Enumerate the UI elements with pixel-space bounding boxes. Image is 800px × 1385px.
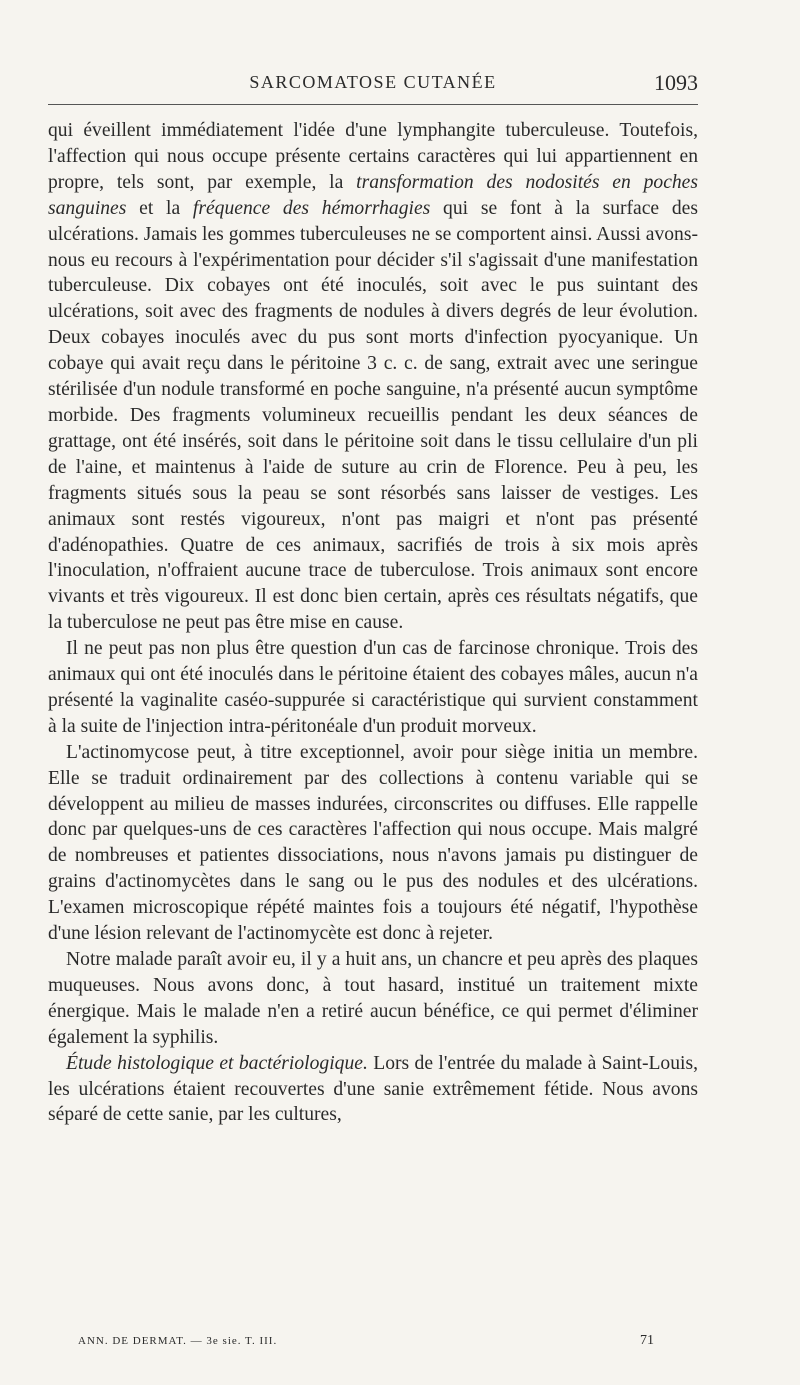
page-number: 1093 [654, 70, 698, 95]
text-run: L'actinomycose peut, à titre exceptionnel, avoir pour siège initia un membre. Elle se traduit ordinairement par des collections à contenu variable qui se développent au milieu de masses indurées, circonscrites ou diffuses. Elle rappelle donc par quelques-uns de ces caractères l'affection qui nous occupe. Mais malgré de nombreuses et patientes dissociations, nous n'avons jamais pu distinguer de grains d'actinomycètes dans le sang ou le pus des nodules et des ulcérations. L'examen microscopique répété maintes fois a toujours été négatif, l'hypothèse d'une lésion relevant de l'actinomycète est donc à rejeter. [48, 741, 698, 945]
paragraph [48, 118, 698, 636]
running-title: SARCOMATOSE CUTANÉE [249, 72, 497, 92]
text-run: Lors de l'entrée du malade à Saint-Louis, les ulcérations étaient recouvertes d'une sanie extrêmement fétide. Nous avons séparé de cette sanie, par les cultures, [48, 1052, 698, 1126]
running-header [48, 72, 698, 102]
italic-phrase: transformation des nodosités en poches sanguines [48, 171, 699, 219]
text-run: et la [126, 197, 193, 219]
signature-mark: 71 [640, 1333, 654, 1348]
body-text [48, 118, 698, 1128]
text-run: qui éveillent immédiatement l'idée d'une lymphangite tuberculeuse. Toutefois, l'affection qui nous occupe présente certains caractères qui lui appartiennent en propre, tels sont, par exemple, la [48, 120, 698, 193]
page-footer [78, 1335, 658, 1355]
text-run: Notre malade paraît avoir eu, il y a huit ans, un chancre et peu après des plaques muqueuses. Nous avons donc, à tout hasard, institué un traitement mixte énergique. Mais le malade n'en a retiré aucun bénéfice, ce qui permet d'éliminer également la syphilis. [48, 949, 698, 1048]
text-run: Il ne peut pas non plus être question d'un cas de farcinose chronique. Trois des animaux qui ont été inoculés dans le péritoine étaient des cobayes mâles, aucun n'a présenté la vaginalite caséo-suppurée si caractéristique qui survient constamment à la suite de l'injection intra-péritonéale d'un produit morveux. [48, 638, 698, 737]
paragraph [48, 636, 698, 740]
italic-phrase: fréquence des hémorrhagies [192, 197, 431, 219]
journal-reference: ANN. DE DERMAT. — 3e sie. T. III. [78, 1335, 278, 1347]
text-run: qui se font à la surface des ulcérations. Jamais les gommes tuberculeuses ne se comportent ainsi. Aussi avons-nous eu recours à l'expérimentation pour décider s'il s'agissait d'une manifestation tuberculeuse. Dix cobayes ont été inoculés, soit avec le pus suintant des ulcérations, soit avec des fragments de nodules à divers degrés de leur évolution. Deux cobayes inoculés avec du pus sont morts d'infection pyocyanique. Un cobaye qui avait reçu dans le péritoine 3 c. c. de sang, extrait avec une seringue stérilisée d'un nodule transformé en poche sanguine, n'a présenté aucun symptôme morbide. Des fragments volumineux recueillis pendant les deux séances de grattage, ont été insérés, soit dans le péritoine soit dans le tissu cellulaire d'un pli de l'aine, et maintenus à l'aide de suture au crin de Florence. Peu à peu, les fragments situés sous la peau se sont résorbés sans laisser de vestiges. Les animaux sont restés vigoureux, n'ont pas maigri et n'ont pas présenté d'adénopathies. Quatre de ces animaux, sacrifiés de trois à six mois après l'inoculation, n'offraient aucune trace de tuberculose. Trois animaux sont encore vivants et très vigoureux. Il est donc bien certain, après ces résultats négatifs, que la tuberculose ne peut pas être mise en cause. [48, 197, 699, 634]
italic-phrase: Étude histologique et bactériologique. [66, 1052, 368, 1074]
paragraph [48, 1051, 698, 1129]
paragraph [48, 740, 698, 947]
paragraph [48, 947, 698, 1051]
header-rule [48, 104, 698, 105]
